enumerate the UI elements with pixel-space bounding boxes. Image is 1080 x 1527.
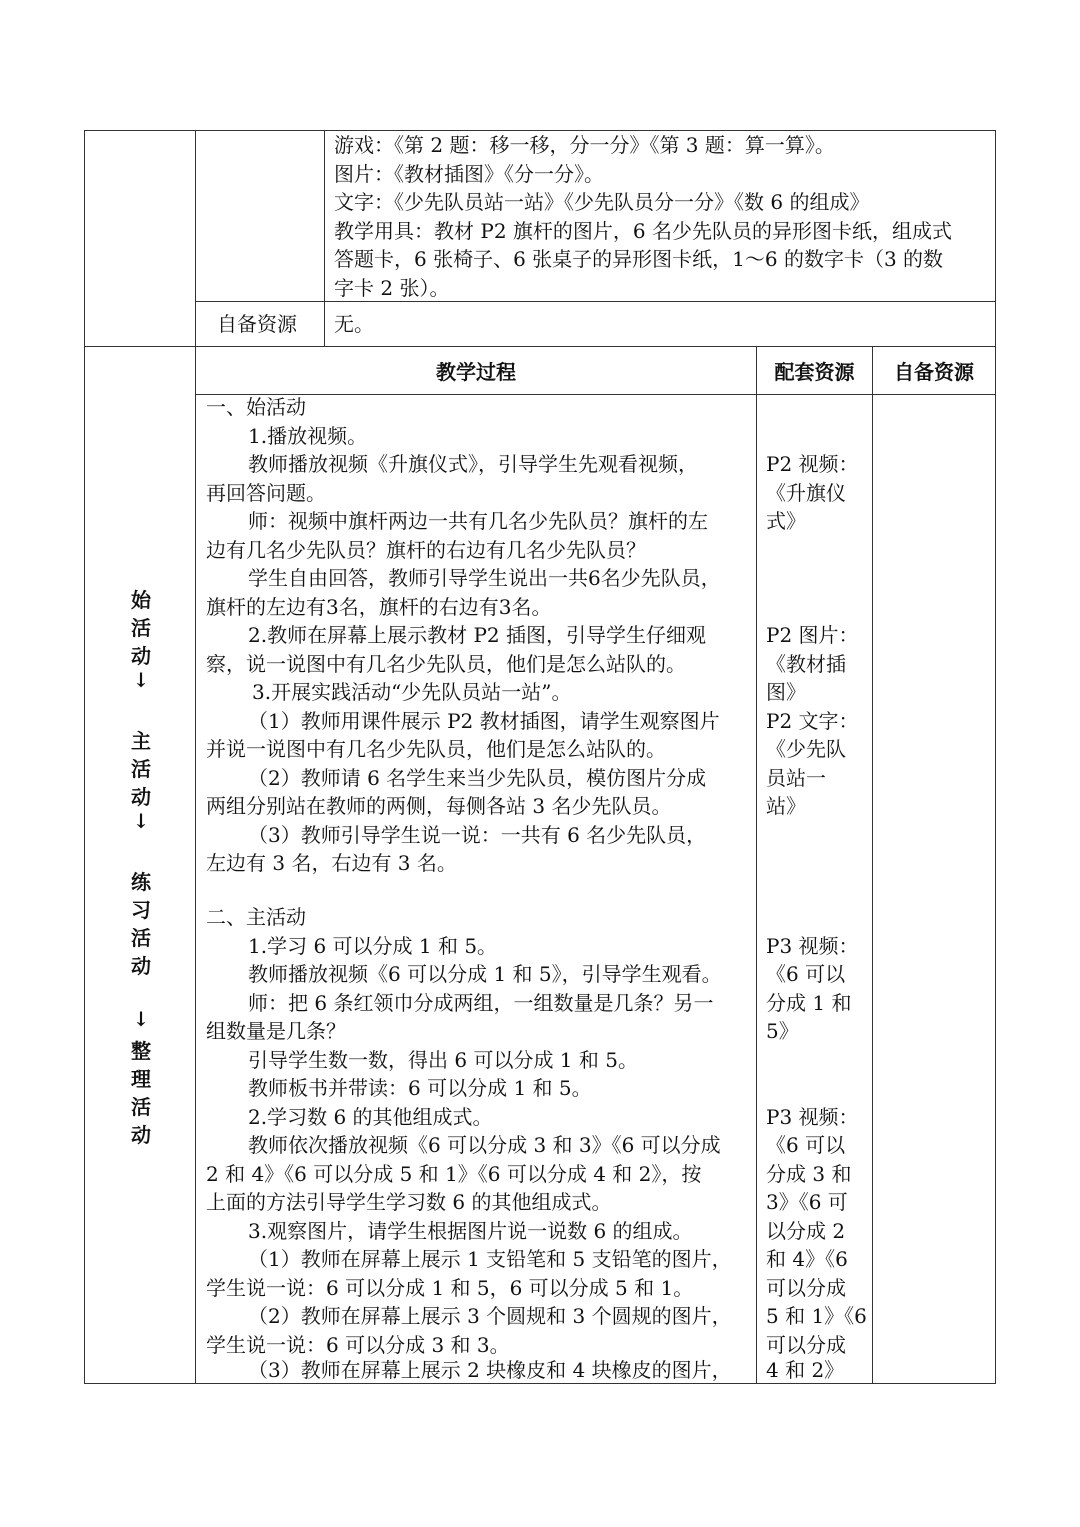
resource-line: 分成 3 和: [766, 1161, 852, 1186]
row-divider-1: [195, 301, 996, 302]
process-line: 3.观察图片，请学生根据图片说一说数 6 的组成。: [248, 1218, 693, 1243]
resource-line: P3 视频：: [766, 933, 859, 958]
resource-line: 《6 可以: [766, 962, 846, 986]
resource-line: P2 视频：: [766, 452, 859, 476]
col-divider-top-2: [324, 130, 325, 346]
border-left: [84, 130, 85, 1384]
resource-line: P3 视频：: [766, 1104, 859, 1129]
process-line: 两组分别站在教师的两侧，每侧各站 3 名少先队员。: [206, 794, 672, 818]
process-line: 1.学习 6 可以分成 1 和 5。: [248, 933, 498, 958]
process-line: 学生自由回答，教师引导学生说出一共6名少先队员，: [248, 566, 721, 590]
process-line: 旗杆的左边有3名，旗杆的右边有3名。: [206, 594, 552, 619]
col-divider-matched: [756, 346, 757, 1384]
process-line: （2）教师请 6 名学生来当少先队员，模仿图片分成: [248, 765, 707, 790]
arrow-down-icon: ↓: [132, 809, 150, 833]
process-line: 左边有 3 名，右边有 3 名。: [206, 851, 457, 875]
resource-line: 5 和 1》《6: [766, 1304, 867, 1328]
side-char: 活: [131, 757, 151, 781]
process-line: 察，说一说图中有几名少先队员，他们是怎么站队的。: [206, 651, 686, 676]
resource-line: P2 图片：: [766, 623, 859, 647]
side-char: 习: [131, 898, 151, 922]
process-line: 组数量是几条？: [206, 1019, 346, 1043]
resource-line: 式》: [766, 509, 806, 533]
side-char: 始: [131, 588, 151, 612]
process-line: 教师依次播放视频《6 可以分成 3 和 3》《6 可以分成: [248, 1133, 721, 1157]
process-line: 师：视频中旗杆两边一共有几名少先队员？旗杆的左: [248, 509, 708, 533]
side-char: 活: [131, 926, 151, 950]
resource-line: 字卡 2 张）。: [334, 275, 450, 300]
process-line: （3）教师在屏幕上展示 2 块橡皮和 4 块橡皮的图片，: [248, 1358, 732, 1382]
resource-line: 《少先队: [766, 737, 846, 761]
resource-line: 文字：《少先队员站一站》《少先队员分一分》《数 6 的组成》: [334, 190, 870, 214]
resource-line: 《教材插: [766, 651, 846, 676]
self-resource-value: 无。: [334, 312, 374, 336]
side-char: 活: [131, 1095, 151, 1119]
arrow-down-icon: ↓: [132, 1007, 150, 1031]
resource-line: P2 文字：: [766, 708, 859, 733]
header-row-divider: [195, 394, 996, 395]
resource-line: 可以分成: [766, 1275, 846, 1300]
process-line: 师：把 6 条红领巾分成两组，一组数量是几条？另一: [248, 990, 714, 1015]
process-line: 边有几名少先队员？旗杆的右边有几名少先队员？: [206, 537, 646, 562]
resource-line: 图》: [766, 680, 806, 704]
process-line: 教师播放视频《6 可以分成 1 和 5》，引导学生观看。: [248, 962, 722, 986]
process-line: 引导学生数一数，得出 6 可以分成 1 和 5。: [248, 1047, 638, 1072]
process-line: 教师板书并带读：6 可以分成 1 和 5。: [248, 1076, 592, 1100]
side-char: 练: [131, 870, 151, 894]
header-process: 教学过程: [436, 360, 516, 384]
header-matched: 配套资源: [774, 360, 855, 384]
resource-line: 图片：《教材插图》《分一分》。: [334, 161, 604, 186]
process-line: 2 和 4》《6 可以分成 5 和 1》《6 可以分成 4 和 2》，按: [206, 1161, 702, 1186]
self-resource-label: 自备资源: [217, 312, 297, 336]
side-char: 理: [131, 1067, 151, 1091]
process-line: 再回答问题。: [206, 480, 326, 505]
resource-line: 可以分成: [766, 1332, 846, 1357]
resource-line: 《6 可以: [766, 1133, 846, 1157]
section-heading: 二、主活动: [206, 905, 306, 929]
side-char: 主: [131, 729, 151, 753]
side-char: 整: [131, 1039, 151, 1063]
process-line: 1.播放视频。: [248, 423, 368, 448]
side-char: 动: [131, 954, 151, 978]
side-char: 动: [131, 785, 151, 809]
process-line: （1）教师在屏幕上展示 1 支铅笔和 5 支铅笔的图片，: [248, 1247, 732, 1271]
process-line: 学生说一说：6 可以分成 3 和 3。: [206, 1332, 510, 1357]
resource-line: 以分成 2: [766, 1218, 846, 1243]
col-divider-self: [872, 346, 873, 1384]
process-line: （2）教师在屏幕上展示 3 个圆规和 3 个圆规的图片，: [248, 1304, 732, 1328]
resource-line: 游戏：《第 2 题：移一移，分一分》《第 3 题：算一算》。: [334, 133, 835, 157]
resource-line: 3》《6 可: [766, 1190, 848, 1214]
resource-line: 答题卡，6 张椅子、6 张桌子的异形图卡纸，1～6 的数字卡（3 的数: [334, 247, 944, 271]
side-char: 动: [131, 1123, 151, 1147]
resource-line: 站》: [766, 794, 806, 818]
side-char: 活: [131, 616, 151, 640]
process-line: 教师播放视频《升旗仪式》，引导学生先观看视频，: [248, 452, 698, 476]
resource-line: 员站一: [766, 765, 826, 790]
process-line: 学生说一说：6 可以分成 1 和 5，6 可以分成 5 和 1。: [206, 1275, 694, 1300]
col-divider-1: [195, 130, 196, 1384]
resource-line: 5》: [766, 1019, 799, 1043]
process-line: （1）教师用课件展示 P2 教材插图，请学生观察图片: [248, 708, 720, 733]
section-heading: 一、始活动: [206, 395, 306, 419]
process-line: （3）教师引导学生说一说：一共有 6 名少先队员，: [248, 822, 707, 847]
resource-line: 和 4》《6: [766, 1247, 848, 1271]
process-line: 并说一说图中有几名少先队员，他们是怎么站队的。: [206, 737, 666, 761]
resource-line: 教学用具：教材 P2 旗杆的图片，6 名少先队员的异形图卡纸，组成式: [334, 218, 952, 243]
border-right: [995, 130, 996, 1384]
resource-line: 4 和 2》: [766, 1358, 845, 1382]
row-divider-2: [84, 346, 996, 347]
resource-line: 《升旗仪: [766, 480, 846, 505]
side-char: 动: [131, 644, 151, 668]
process-line: 3.开展实践活动“少先队员站一站”。: [252, 680, 572, 704]
process-line: 2.教师在屏幕上展示教材 P2 插图，引导学生仔细观: [248, 623, 706, 647]
process-line: 2.学习数 6 的其他组成式。: [248, 1104, 493, 1129]
process-line: 上面的方法引导学生学习数 6 的其他组成式。: [206, 1190, 612, 1214]
header-self: 自备资源: [894, 360, 974, 384]
resource-line: 分成 1 和: [766, 990, 852, 1015]
arrow-down-icon: ↓: [132, 668, 150, 692]
